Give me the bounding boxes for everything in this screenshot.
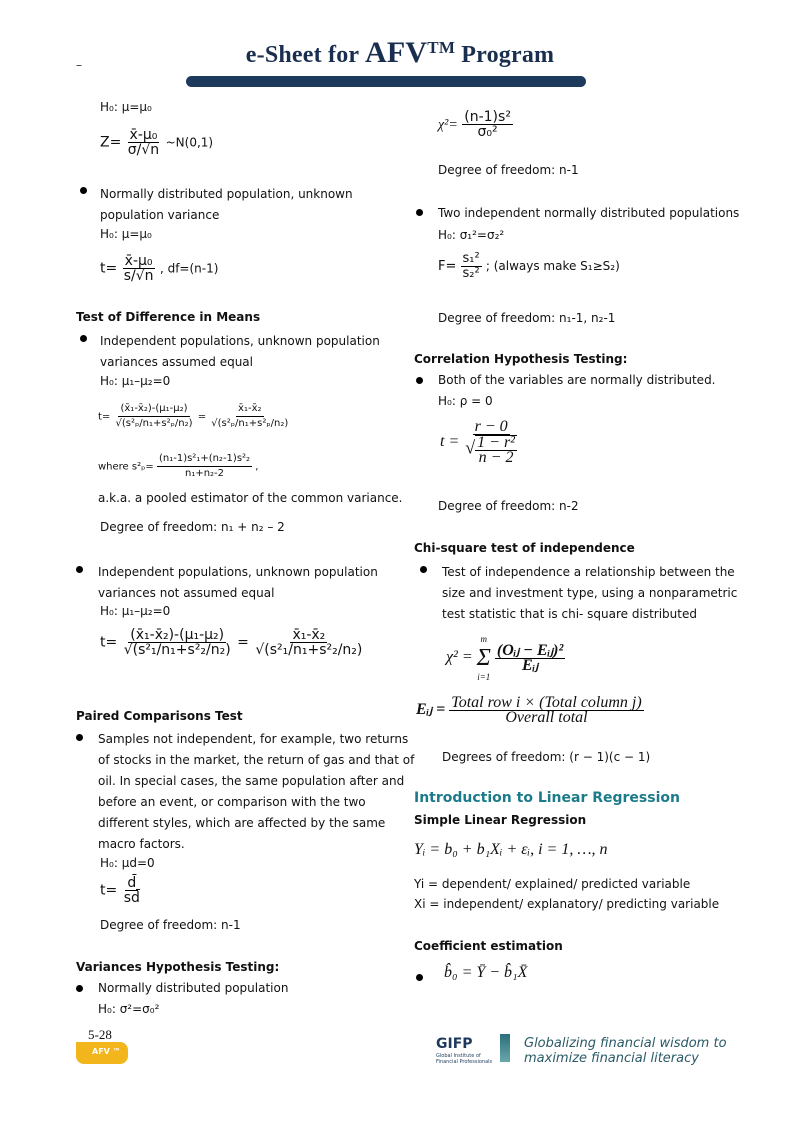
page-title: e-Sheet for AFV™ Program (245, 36, 555, 69)
bullet-two-pops: Two independent normally distributed populations (438, 206, 740, 220)
coef-heading: Coefficient estimation (414, 939, 563, 953)
h0-mean-2: H₀: μ=μ₀ (100, 227, 152, 241)
gifp-subtitle: Global Institute of Financial Professionals (436, 1053, 493, 1065)
bullet-dot (416, 974, 423, 981)
df-pooled: Degree of freedom: n₁ + n₂ – 2 (100, 520, 285, 534)
corr-t-formula: t = r − 0 √ $\frac{\text{1 − r²}}{n - 2}$ (440, 418, 515, 466)
paired-heading: Paired Comparisons Test (76, 709, 243, 723)
h0-rho: H₀: ρ = 0 (438, 394, 493, 408)
pooled-variance-formula: where s²ₚ= $\frac{\text{(n₁-1)s²₁+(n₂-1)s²₂}}{\text{n₁+n₂-2}}$ , (98, 453, 259, 479)
bullet-dot (80, 187, 87, 194)
h0-mean: H₀: μ=μ₀ (100, 100, 152, 114)
chi-variance-formula: χ²= $\frac{\text{(n-1)s²}}{\text{σ₀²}}$ (438, 109, 511, 140)
afv-badge: AFV ™ (76, 1042, 128, 1064)
yi-definition: Yi = dependent/ explained/ predicted variable (414, 877, 691, 891)
z-formula: Z= $\frac{\text{x̄-μ₀}}{\sigma/√n}$ ~N(0,1) (100, 127, 214, 158)
linear-regression-heading: Introduction to Linear Regression (414, 790, 680, 806)
bullet-equal-var: Independent populations, unknown population variances assumed equal (100, 334, 380, 369)
header-rule (186, 76, 586, 87)
df-corr: Degree of freedom: n-2 (438, 499, 579, 513)
b0-equation: b̂₀ = Ȳ − b̂₁X̄ (444, 964, 528, 981)
eij-formula: Eᵢⱼ = $\frac{\text{Total row i × (Total column j)}}{\text{Overall total}}$ (416, 694, 642, 726)
diff-means-heading: Test of Difference in Means (76, 310, 261, 324)
chi-ind-formula: χ² = m Σ i=1 $\frac{\text{(Oᵢⱼ − Eᵢⱼ)²}}{\text{Eᵢⱼ}}$ (446, 634, 564, 682)
bullet-dot (76, 734, 83, 741)
f-formula: F= $\frac{\text{s₁²}}{\text{s₂²}}$ ; (always make S₁≥S₂) (438, 251, 620, 281)
paired-t-formula: t= $\frac{d̄}{sd̄}$ (100, 875, 140, 906)
bullet-unequal-var: Independent populations, unknown population variances not assumed equal (98, 565, 378, 600)
variance-heading: Variances Hypothesis Testing: (76, 960, 280, 974)
xi-definition: Xi = independent/ explanatory/ predicting variable (414, 897, 720, 911)
h0-var: H₀: σ²=σ₀² (98, 1002, 160, 1016)
tagline: Globalizing financial wisdom to maximize financial literacy (524, 1036, 727, 1066)
bullet-dot (416, 377, 423, 384)
corr-heading: Correlation Hypothesis Testing: (414, 352, 628, 366)
bullet-normal-pop: Normally distributed population (98, 981, 289, 995)
gifp-bar-icon (500, 1034, 510, 1062)
df-paired: Degree of freedom: n-1 (100, 918, 241, 932)
gifp-logo: GIFP (436, 1036, 473, 1052)
bullet-paired: Samples not independent, for example, two returns of stocks in the market, the return of gas and that of oil. In special cases, the same population after and before an event, or comparison with the two different styles, which are affected by the same macro factors. (98, 732, 415, 851)
header-dash: – (76, 58, 82, 72)
page-number: 5-28 (88, 1027, 112, 1042)
pooled-aka: a.k.a. a pooled estimator of the common variance. (98, 491, 403, 505)
h0-diff-2: H₀: μ₁–μ₂=0 (100, 604, 171, 618)
h0-f: H₀: σ₁²=σ₂² (438, 228, 505, 242)
h0-diff: H₀: μ₁–μ₂=0 (100, 374, 171, 388)
slr-heading: Simple Linear Regression (414, 813, 587, 827)
bullet-dot (80, 335, 87, 342)
welch-t-formula: t= $\frac{\text{(x̄₁-x̄₂)-(μ₁-μ₂)}}{\text{√(s²₁/n₁+s²₂/n₂)}}$ = $\frac{\text{x̄₁-x̄₂}}{\text{√(s²₁/n₁+s²₂/n₂)}}$ (100, 627, 363, 658)
bullet-dot (76, 566, 83, 573)
pooled-t-formula: t= $\frac{\text{(x̄₁-x̄₂)-(μ₁-μ₂)}}{\text{√(s²ₚ/n₁+s²ₚ/n₂)}}$ = $\frac{\text{x̄₁-x̄₂}}{\text{√(s²ₚ/n₁+s²ₚ/n₂)}}$ (98, 403, 289, 429)
t-formula: t= $\frac{\text{x̄-μ₀}}{s/√n}$ , df=(n-1) (100, 253, 219, 284)
bullet-dot (420, 566, 427, 573)
df-f: Degree of freedom: n₁-1, n₂-1 (438, 311, 616, 325)
bullet-dot (76, 985, 83, 992)
df-chi: Degree of freedom: n-1 (438, 163, 579, 177)
bullet-corr: Both of the variables are normally distributed. (438, 373, 716, 387)
chi-ind-heading: Chi-square test of independence (414, 541, 635, 555)
df-chi-ind: Degrees of freedom: (r − 1)(c − 1) (442, 750, 651, 764)
h0-paired: H₀: μd=0 (100, 856, 155, 870)
bullet-chi-ind: Test of independence a relationship between the size and investment type, using a nonparametric test statistic that is chi- square distributed (442, 565, 738, 621)
bullet-normal-unknown-var: Normally distributed population, unknown population variance (100, 187, 353, 222)
slr-equation: Yᵢ = b₀ + b₁Xᵢ + εᵢ, i = 1, …, n (414, 841, 608, 858)
bullet-dot (416, 209, 423, 216)
